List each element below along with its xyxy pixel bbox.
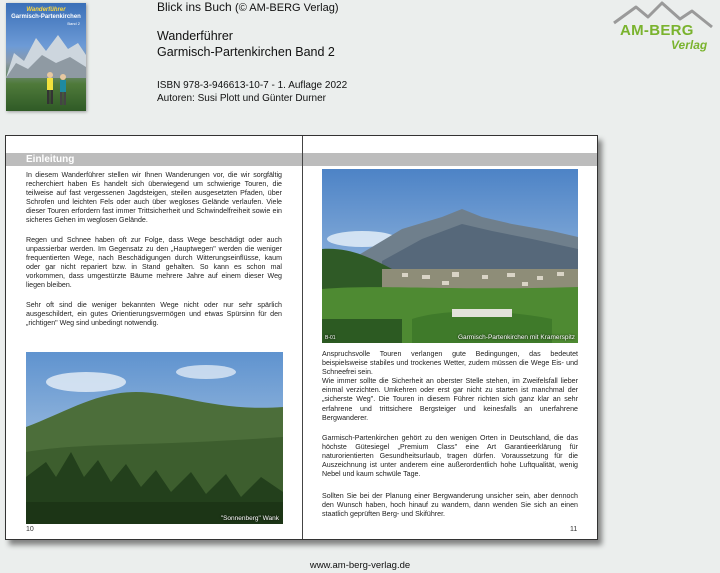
left-photo-caption: "Sonnenberg" Wank bbox=[220, 515, 279, 522]
right-header-bar bbox=[303, 153, 597, 166]
book-cover-image bbox=[6, 3, 86, 111]
book-type: Wanderführer bbox=[157, 29, 233, 43]
left-paragraph-3: Sehr oft sind die weniger bekannten Wege nicht oder nur sehr spärlich ausgeschildert, ein gutes Orientierungsvermögen und etwas Spürsinn für den „richtigen" Weg sind unbedingt notwendig. bbox=[26, 301, 282, 328]
right-paragraph-1: Anspruchsvolle Touren verlangen gute Bedingungen, das bedeutet beispielsweise stabiles und trockenes Wetter, zudem müssen die Wege Eis- und Schneefrei sein. Wie immer sollte die Sicherheit an oberster Stelle stehen, im Zweifelsfall lieber einmal verzichten. Umkehren oder erst gar nicht zu starten ist manchmal der „sicherste Weg". Die Touren in diesem Führer richten sich ganz klar an sehr erfahrene und trittsichere Bergsteiger und keinesfalls an unerfahrene Bergwanderer. bbox=[322, 350, 578, 422]
left-page-number: 10 bbox=[26, 526, 34, 533]
garmisch-town-photo bbox=[322, 169, 578, 343]
preview-title: Blick ins Buch bbox=[157, 0, 232, 14]
book-title: Garmisch-Partenkirchen Band 2 bbox=[157, 44, 335, 59]
right-page-number: 11 bbox=[570, 526, 578, 533]
footer-url[interactable]: www.am-berg-verlag.de bbox=[309, 560, 411, 571]
cover-series-label: Wanderführer bbox=[26, 7, 66, 13]
section-title: Einleitung bbox=[26, 154, 75, 165]
cover-band: Band 2 bbox=[67, 21, 80, 26]
left-paragraph-2: Regen und Schnee haben oft zur Folge, dass Wege beschädigt oder auch unpassierbar werden. Im Gegensatz zu den „Hauptwegen" werden die weniger frequentierten Wege, nach Beschädigungen durch Witterungseinflüsse, kaum oder gar nicht repariert bzw. in Stand gehalten. So kann es schon mal vorkommen, dass umgestürzte Bäume mehrere Jahre auf einem dieser Weg liegen bleiben. bbox=[26, 236, 282, 290]
right-photo-caption: Garmisch-Partenkirchen mit Kramerspitz bbox=[457, 334, 575, 341]
logo-name: AM-BERG bbox=[620, 22, 694, 39]
page-gutter bbox=[302, 136, 303, 539]
cover-hikers-graphic bbox=[42, 71, 72, 109]
preview-copyright: (© AM-BERG Verlag) bbox=[235, 2, 339, 14]
book-title-block bbox=[157, 29, 335, 60]
right-paragraph-2: Garmisch-Partenkirchen gehört zu den wenigen Orten in Deutschland, die das höchste Gütesiegel „Premium Class" eine Art Garantieerklärung für naturorientierten Gesundheitsurlaub, tragen dürfen. Voraussetzung für die Auszeichnung ist unter anderem eine außerordentlich hohe Luftqualität, wenig Nebel und kaum schwüle Tage. bbox=[322, 434, 578, 479]
wank-mountain-photo bbox=[26, 352, 283, 524]
left-paragraph-1: In diesem Wanderführer stellen wir Ihnen Wanderungen vor, die wir sorgfältig recherchiert haben Es handelt sich überwiegend um schwierige Touren, die teilweise auf fast vergessenen Jagdsteigen, steilen ausgesetzten Pfaden, über Schrofen und leichten Fels oder auch über wegloses Gelände verlaufen. Viele dieser Touren erfordern fast immer Trittsicherheit und Schwindelfreiheit sowie ein sicheres Gehen im weglosen Gelände. bbox=[26, 171, 282, 225]
preview-heading bbox=[157, 0, 339, 14]
right-paragraph-3: Sollten Sie bei der Planung einer Bergwanderung unsicher sein, aber dennoch den Wunsch haben, hoch hinauf zu wandern, dann wenden Sie sich an einen staatlich geprüften Berg- und Skiführer. bbox=[322, 492, 578, 519]
isbn-line: ISBN 978-3-946613-10-7 - 1. Auflage 2022 bbox=[157, 80, 348, 91]
cover-title: Garmisch-Partenkirchen bbox=[11, 14, 81, 20]
authors-line: Autoren: Susi Plott und Günter Durner bbox=[157, 92, 326, 104]
section-header-bar bbox=[6, 153, 302, 166]
logo-sub: Verlag bbox=[671, 38, 708, 52]
book-spread bbox=[5, 135, 598, 540]
book-meta bbox=[157, 80, 347, 105]
right-photo-tag: B-01 bbox=[325, 335, 336, 341]
